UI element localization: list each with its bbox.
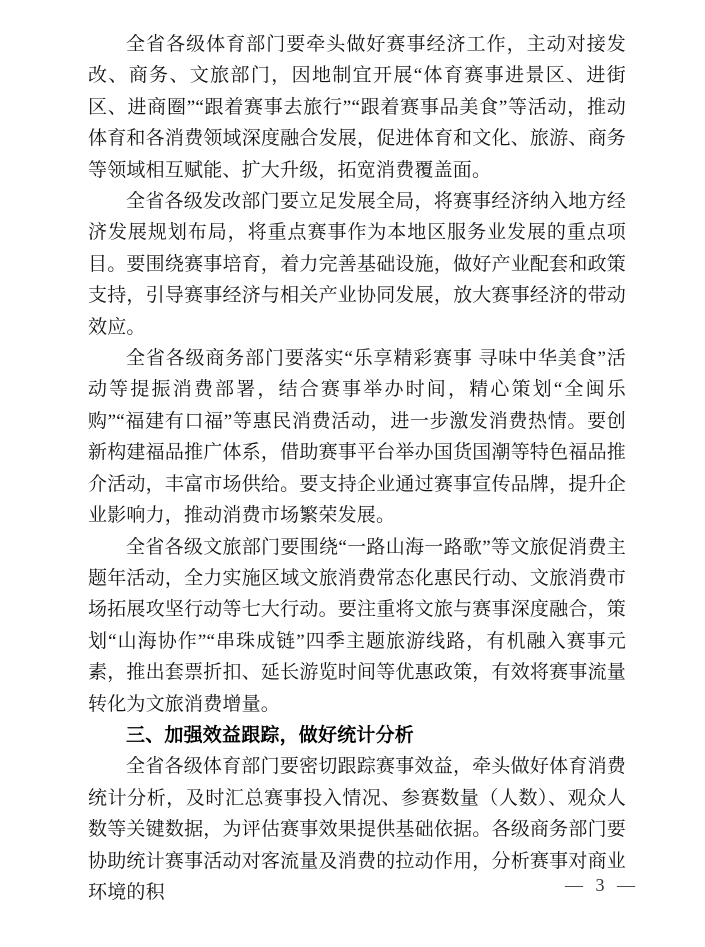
paragraph-benefit-tracking: 全省各级体育部门要密切跟踪赛事效益，牵头做好体育消费统计分析，及时汇总赛事投入情况、参赛数量（人数）、观众人数等关键数据，为评估赛事效果提供基础依据。各级商务部门要协助统计赛事活动对客流量及消费的拉动作用，分析赛事对商业环境的积 <box>88 756 626 903</box>
document-body <box>88 29 626 908</box>
paragraph-culture-tourism-departments: 全省各级文旅部门要围绕“一路山海一路歌”等文旅促消费主题年活动，全力实施区域文旅消费常态化惠民行动、文旅消费市场拓展攻坚行动等七大行动。要注重将文旅与赛事深度融合，策划“山海协作”“串珠成链”四季主题旅游线路，有机融入赛事元素，推出套票折扣、延长游览时间等优惠政策，有效将赛事流量转化为文旅消费增量。 <box>88 536 626 715</box>
paragraph-development-reform-departments: 全省各级发改部门要立足发展全局，将赛事经济纳入地方经济发展规划布局，将重点赛事作为本地区服务业发展的重点项目。要围绕赛事培育，着力完善基础设施，做好产业配套和政策支持，引导赛事经济与相关产业协同发展，放大赛事经济的带动效应。 <box>88 191 626 338</box>
paragraph-sports-departments: 全省各级体育部门要牵头做好赛事经济工作，主动对接发改、商务、文旅部门，因地制宜开展“体育赛事进景区、进街区、进商圈”“跟着赛事去旅行”“跟着赛事品美食”等活动，推动体育和各消费领域深度融合发展，促进体育和文化、旅游、商务等领域相互赋能、扩大升级，拓宽消费覆盖面。 <box>88 34 626 181</box>
section-heading-three: 三、加强效益跟踪，做好统计分析 <box>126 724 415 746</box>
paragraph-commerce-departments: 全省各级商务部门要落实“乐享精彩赛事 寻味中华美食”活动等提振消费部署，结合赛事举办时间，精心策划“全闽乐购”“福建有口福”等惠民消费活动，进一步激发消费热情。要创新构建福品推广体系，借助赛事平台举办国货国潮等特色福品推介活动，丰富市场供给。要支持企业通过赛事宣传品牌，提升企业影响力，推动消费市场繁荣发展。 <box>88 348 626 527</box>
page-number: — 3 — <box>565 875 639 895</box>
